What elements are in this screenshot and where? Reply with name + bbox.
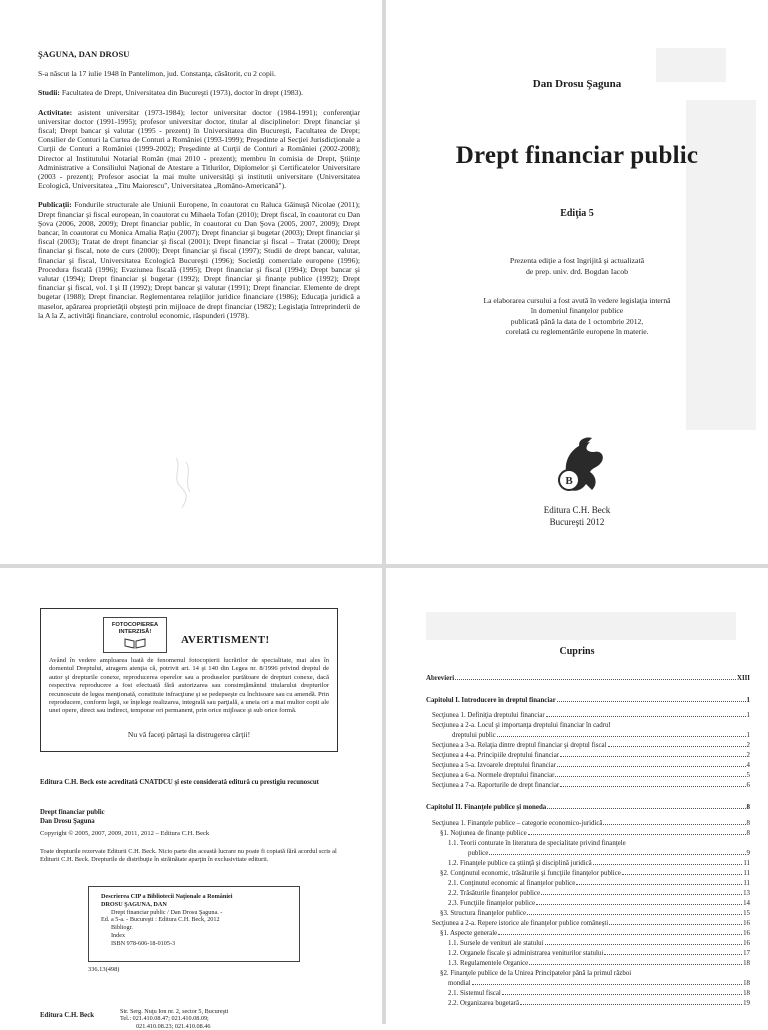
cip-line: DROSU ŞAGUNA, DAN (101, 900, 167, 908)
toc-entry (426, 672, 750, 682)
table-of-contents-page (386, 568, 768, 1024)
toc-entry-page: 8 (746, 830, 750, 837)
warning-text: Având în vedere amploarea luată de fenomenul fotocopierii lucrărilor de specialitate, mai ales în domeniul Dreptului, atragem atenţia că, potrivit art. 14 şi 140 din Legea nr. 8/1996 privind dreptul de autor şi drepturile conexe, reproducerea operelor sau a produselor purtătoare de drepturi conexe, dacă respectiva reproducere a fost efectuată fără autorizarea sau consimţământul titularului drepturilor recunoscute de legea menţionată, constituie infracţiune şi se pedepseşte cu închisoare sau cu amendă. Prin reproducere, conform legii, se înţelege realizarea, integrală sau parţială, a uneia ori a mai multor copii ale unei opere, direct sau indirect, temporar ori permanent, prin orice mijloace şi sub orice formă. (49, 657, 329, 715)
accreditation-note: Editura C.H. Beck este acreditată CNATDCU şi este considerată editură cu prestigiu recunoscut (40, 779, 319, 786)
toc-entry (426, 847, 750, 857)
cip-line: ISBN 978-606-18-0105-3 (111, 939, 176, 947)
toc-entry-page: 11 (743, 860, 750, 867)
toc-entry (426, 719, 750, 729)
toc-entry-label: 2.1. Conţinutul economic al finanţelor publice (448, 880, 576, 887)
toc-entry-page: 2 (746, 752, 750, 759)
publisher-block (386, 504, 768, 528)
toc-entry (426, 977, 750, 987)
toc-entry-page: 1 (746, 732, 750, 739)
legislation-note-line: în domeniul finanţelor publice (530, 306, 624, 316)
toc-leader-dots (546, 715, 746, 717)
toc-entry (426, 801, 750, 811)
svg-text:B: B (565, 475, 573, 487)
toc-entry (426, 947, 750, 957)
publisher-name: Editura C.H. Beck (543, 505, 611, 515)
toc-entry-page: 8 (746, 820, 750, 827)
toc-entry-page: 8 (746, 804, 750, 811)
toc-leader-dots (560, 755, 746, 757)
rights-text: Toate drepturile rezervate Editurii C.H. Beck. Nicio parte din această lucrare nu poate fi copiată fără acordul scris al Editurii C.H. Beck. Drepturile de distribuţie în străinătate aparţin în exclusivitate editurii. (40, 848, 337, 864)
toc-entry (426, 997, 750, 1007)
toc-entry (426, 917, 750, 927)
toc-entry-page: 9 (746, 850, 750, 857)
toc-entry-page: 16 (743, 920, 750, 927)
bleed-through-shadow (426, 612, 736, 640)
toc-entry (426, 769, 750, 779)
toc-entry-label: 1.2. Organele fiscale şi administrarea veniturilor statului (448, 950, 604, 957)
toc-entry (426, 729, 750, 739)
toc-entry (426, 759, 750, 769)
toc-leader-dots (603, 823, 745, 825)
toc-entry-label: Capitolul II. Finanţele publice şi moneda (426, 804, 547, 811)
toc-entry-label: 2.1. Sistemul fiscal (448, 990, 501, 997)
toc-leader-dots (489, 853, 745, 855)
footer-publisher: Editura C.H. Beck (40, 1012, 95, 1019)
legislation-note (448, 296, 706, 338)
publisher-city-year: Bucureşti 2012 (549, 517, 605, 527)
toc-entry-page: XIII (736, 675, 750, 682)
cover-title: Drept financiar public (455, 142, 699, 169)
publisher-address (120, 1008, 228, 1030)
bleed-through-shadow (656, 48, 726, 82)
toc-entry (426, 709, 750, 719)
toc-entry-label: 1.1. Teorii conturate în literatura de specialitate privind finanţele (448, 840, 626, 847)
toc-entry-label: dreptului public (452, 732, 496, 739)
toc-entry-label: Secţiunea 1. Finanţele publice – categorie economico-juridică (432, 820, 603, 827)
toc-entry-label: Secţiunea a 4-a. Principiile dreptului financiar (432, 752, 560, 759)
toc-entry (426, 837, 750, 847)
toc-leader-dots (622, 873, 743, 875)
toc-entry (426, 987, 750, 997)
title-page (386, 0, 768, 564)
toc-leader-dots (497, 735, 746, 737)
toc-entry-page: 16 (743, 940, 750, 947)
toc-entry-page: 5 (746, 772, 750, 779)
toc-entry-label: 2.3. Funcţiile finanţelor publice (448, 900, 536, 907)
toc-entry-label: Secţiunea a 2-a. Locul şi importanţa dreptului financiar în cadrul (432, 722, 611, 729)
toc-entry-page: 2 (746, 742, 750, 749)
pencil-scribble-mark (168, 448, 208, 528)
cover-edition: Ediţia 5 (560, 208, 594, 219)
address-line: 021.410.08.23; 021.410.08.46 (136, 1022, 211, 1030)
toc-entry-label: 1.3. Regulamentele Organice (448, 960, 529, 967)
bio-name: ŞAGUNA, DAN DROSU (38, 49, 130, 59)
activity-label: Activitate: (38, 107, 73, 117)
toc-leader-dots (502, 993, 742, 995)
cip-line: Drept financiar public / Dan Drosu Şaguna. - (111, 908, 223, 916)
toc-entry-page: 6 (746, 782, 750, 789)
toc-leader-dots (557, 765, 746, 767)
toc-entry-label: mondial (448, 980, 471, 987)
toc-entry-page: 13 (743, 890, 750, 897)
cip-classification: 336.13(498) (88, 966, 120, 973)
toc-entry (426, 897, 750, 907)
toc-entry (426, 827, 750, 837)
toc-entry-label: §2. Conţinutul economic, trăsăturile şi funcţiile finanţelor publice (440, 870, 621, 877)
toc-entry (426, 857, 750, 867)
toc-leader-dots (545, 943, 743, 945)
activity-text: asistent universitar (1973-1984); lector universitar doctor (1984-1991); conferenţiar universitar doctor (1991-1995); profesor universitar doctor, titular al disciplinelor: Drept financiar şi fiscal; Drept bancar şi valutar (1995 - prezent) în Universitatea din Bucureşti, Facultatea de Drept; Consilier de Conturi la Curtea de Conturi a României (1993-1999); Preşedinte al Secţiei Jurisdicţionale a Curţii de Conturi a României (1999-2002); Preşedinte al Curţii de Conturi a României (2002-2008); Director al Institutului Notarial Român (mai 2010 - prezent); membru în comisia de Drept, Ştiinţe Administrative a Consiliului Naţional de Atestare a Titlurilor, Diplomelor şi Certificatelor Universitare (2003 - prezent); Profesor asociat la mai multe universităţi şi institutii universitare (Universitatea Ecologică, Universitatea „Titu Maiorescu", Universitatea „Româno-Americană"). (38, 107, 360, 191)
toc-entry-label: §2. Finanţele publice de la Unirea Principatelor până la primul război (440, 970, 632, 977)
toc-entry (426, 817, 750, 827)
edition-note (446, 255, 708, 277)
toc-entry-label: Secţiunea a 7-a. Raporturile de drept financiar (432, 782, 560, 789)
toc-entry-page: 11 (743, 880, 750, 887)
toc-entry-page: 18 (743, 990, 750, 997)
toc-leader-dots (608, 745, 746, 747)
toc-entry-page: 16 (743, 930, 750, 937)
toc-entry (426, 937, 750, 947)
toc-heading: Cuprins (559, 646, 595, 657)
bio-publications (38, 200, 360, 320)
toc-entry (426, 967, 750, 977)
toc-leader-dots (527, 913, 742, 915)
toc-entry (426, 877, 750, 887)
toc-entry-label: Secţiunea a 6-a. Normele dreptului financiar (432, 772, 555, 779)
address-line: Tel.: 021.410.08.47; 021.410.08.09; (120, 1015, 209, 1023)
toc-entry-label: Secţiunea a 2-a. Repere istorice ale finanţelor publice româneşti (432, 920, 609, 927)
toc-entry-label: §3. Structura finanţelor publice (440, 910, 527, 917)
bio-born: S-a născut la 17 iulie 1948 în Pantelimon, jud. Constanţa, căsătorit, cu 2 copii. (38, 69, 276, 79)
toc-entry-page: 1 (746, 712, 750, 719)
toc-entry (426, 907, 750, 917)
publisher-griffin-logo (546, 432, 616, 502)
toc-leader-dots (528, 833, 746, 835)
copyright-warning-box (40, 608, 338, 752)
book-info (40, 808, 105, 826)
warning-heading: AVERTISMENT! (181, 634, 270, 646)
toc-entry-label: 1.1. Sursele de venituri ale statului (448, 940, 544, 947)
toc-entry (426, 957, 750, 967)
toc-entry-label: §1. Aspecte generale (440, 930, 498, 937)
address-line: Str. Serg. Nuţu Ion nr. 2, sector 5, Bucureşti (120, 1008, 229, 1015)
toc-entry (426, 927, 750, 937)
warning-slogan: Nu vă faceţi părtaşi la distrugerea cărţii! (127, 730, 251, 739)
toc-entry-label: 2.2. Organizarea bugetară (448, 1000, 520, 1007)
cip-line: Bibliogr. (111, 924, 133, 932)
toc-leader-dots (472, 983, 743, 985)
toc-leader-dots (536, 903, 742, 905)
toc-entry-page: 11 (743, 870, 750, 877)
toc-leader-dots (560, 785, 745, 787)
publications-text: Fondurile structurale ale Uniunii Europene, în coautorat cu Raluca Gâinuşă Nicolae (2011); Drept financiar şi fiscal european, în coautorat cu Mihaela Tofan (2010); Drept fiscal, în coautorat cu Dan Şova (2006, 2008, 2009); Drept financiar public, în coautorat cu Dan Şova (2005, 2007, 2009); Drept bancar, în coautorat cu Monica Amalia Raţiu (2007); Drept financiar şi bugetar (2003); Drept financiar şi fiscal (2003); Tratat de drept financiar şi fiscal (2001); Drept financiar şi fiscal – Tratat (2000); Drept financiar şi fiscal, note de curs (2000); Drept financiar şi fiscal (1997); Studii de drept bancar, valutar, financiar şi fiscal, Universitatea Ecologică Bucureşti (1996); Societăţi comerciale europene (1996); Procedura fiscală (1996); Evaziunea fiscală (1995); Drept financiar şi fiscal (1994); Drept bancar şi valutar (1994); Drept financiar şi bugetar (1992); Drept financiar şi finanţe publice (1992); Drept financiar şi fiscal, vol. I şi II (1992); Drept bancar şi valutar (1991); Drept financiar. Elemente de drept bugetar (1988); Drept financiar. Reglementarea relaţiilor juridice financiare (1986); Educaţia juridică a maselor, apărarea proprietăţii obşteşti prin mijloace de drept financiar (1982); Legislaţia întreprinderii de la A la Z, activităţi financiare, controlul economic, răspunderi (1978). (38, 200, 361, 320)
toc-entry (426, 867, 750, 877)
toc-entry-page: 19 (743, 1000, 750, 1007)
toc-leader-dots (609, 923, 742, 925)
toc-entry-label: Abrevieri (426, 675, 455, 682)
toc-leader-dots (604, 953, 742, 955)
author-bio-page (0, 0, 382, 564)
toc-entry-label: Secţiunea a 5-a. Izvoarele dreptului financiar (432, 762, 556, 769)
toc-entry-label: §1. Noţiunea de finanţe publice (440, 830, 527, 837)
legislation-note-line: corelată cu reglementările europene în materie. (505, 327, 649, 337)
legislation-note-line: publicată până la data de 1 octombrie 2012, (510, 316, 644, 326)
cover-author: Dan Drosu Şaguna (532, 78, 622, 90)
toc-entry (426, 779, 750, 789)
toc-entry-page: 15 (743, 910, 750, 917)
cip-box (88, 886, 300, 962)
studies-label: Studii: (38, 88, 60, 98)
toc-leader-dots (555, 775, 745, 777)
toc-entry-label: Secţiunea 1. Definiţia dreptului financiar (432, 712, 545, 719)
toc-entry-page: 18 (743, 960, 750, 967)
cip-line: Descrierea CIP a Bibliotecii Naţionale a României (101, 893, 233, 900)
book-info-title: Drept financiar public (40, 809, 105, 816)
toc-leader-dots (593, 863, 743, 865)
colophon-page (0, 568, 382, 1030)
toc-entry-page: 17 (743, 950, 750, 957)
toc-leader-dots (576, 883, 742, 885)
edition-note-line: de prep. univ. drd. Bogdan Iacob (525, 267, 629, 276)
toc-entry-page: 4 (746, 762, 750, 769)
toc-leader-dots (529, 963, 742, 965)
toc-entry (426, 694, 750, 704)
toc-leader-dots (520, 1003, 742, 1005)
bio-block (38, 50, 360, 330)
toc-entry-label: Capitolul I. Introducere în dreptul financiar (426, 697, 556, 704)
bio-activity (38, 108, 360, 191)
stamp-line: FOTOCOPIEREA (111, 622, 159, 628)
cip-line: Index (111, 931, 126, 939)
toc-entry-label: 1.2. Finanţele publice ca ştiinţă şi disciplină juridică (448, 860, 592, 867)
toc-leader-dots (547, 807, 745, 809)
stamp-line: INTERZISĂ! (118, 629, 152, 635)
bio-studies (38, 88, 360, 97)
toc-leader-dots (557, 700, 746, 702)
no-photocopy-stamp (103, 617, 167, 653)
toc-entry-label: Secţiunea a 3-a. Relaţia dintre dreptul financiar şi dreptul fiscal (432, 742, 607, 749)
toc-leader-dots (498, 933, 742, 935)
toc-entry (426, 739, 750, 749)
publications-label: Publicaţii: (38, 200, 72, 210)
toc-entry-label: 2.2. Trăsăturile finanţelor publice (448, 890, 541, 897)
open-book-icon (124, 637, 146, 649)
toc-entry-page: 1 (746, 697, 750, 704)
toc-entry (426, 887, 750, 897)
studies-text: Facultatea de Drept, Universitatea din Bucureşti (1973), doctor în drept (1983). (61, 88, 303, 98)
copyright-line: Copyright © 2005, 2007, 2009, 2011, 2012 – Editura C.H. Beck (40, 830, 210, 837)
toc-entry-page: 18 (743, 980, 750, 987)
book-info-author: Dan Drosu Şaguna (40, 818, 95, 825)
edition-note-line: Prezenta ediţie a fost îngrijită şi actualizată (509, 256, 645, 265)
toc-entry-label: publice (468, 850, 489, 857)
toc-leader-dots (541, 893, 742, 895)
cip-line: Ed. a 5-a. - Bucureşti : Editura C.H. Beck, 2012 (101, 916, 220, 924)
toc-leader-dots (455, 678, 736, 680)
legislation-note-line: La elaborarea cursului a fost avută în vedere legislaţia internă (483, 296, 671, 305)
toc-entry-page: 14 (743, 900, 750, 907)
toc-entry (426, 749, 750, 759)
